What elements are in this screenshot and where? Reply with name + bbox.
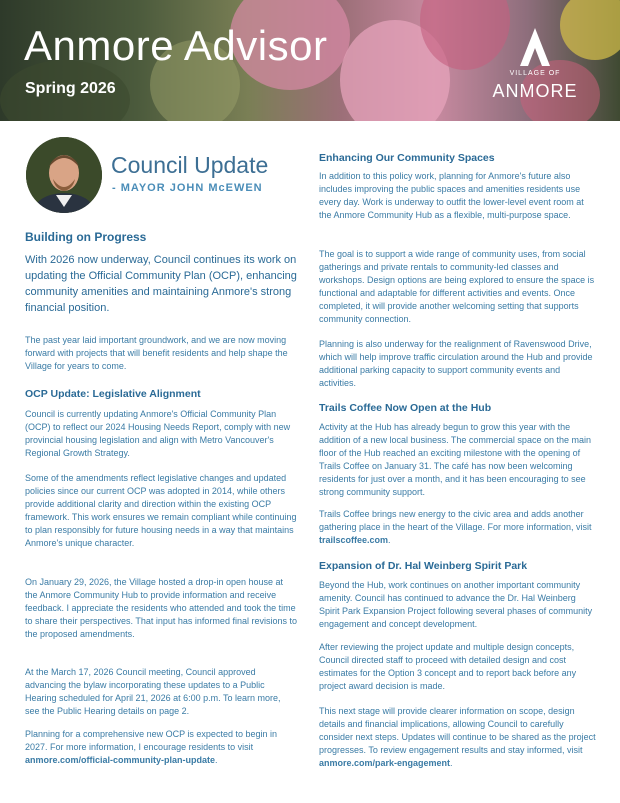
village-logo (490, 26, 580, 106)
logo-small-text: VILLAGE OF (509, 70, 561, 77)
newsletter-title: Anmore Advisor (24, 22, 328, 69)
section-title-council-update: Council Update (111, 152, 269, 178)
paragraph: The past year laid important groundwork, and we are now moving forward with projects that will benefit residents and help shape the Village for years to come. (25, 335, 288, 371)
mayor-avatar (26, 137, 102, 213)
heading-ocp-update: OCP Update: Legislative Alignment (25, 388, 201, 400)
paragraph: Some of the amendments reflect legislative changes and updated policies since our current OCP was adopted in 2014, while others provide additional clarity and direction within the existing OCP framework. This work ensures we remain compliant while continuing to plan responsibly for future housing needs in a way that maintains Anmore's unique character. (25, 473, 297, 548)
paragraph: In addition to this policy work, planning for Anmore's future also includes improving the public spaces and amenities residents use every day. Work is underway to outfit the lower-level event room at the Anmore Community Hub as a flexible, multi-purpose space. (319, 171, 584, 220)
paragraph: After reviewing the project update and multiple design concepts, Council directed staff to proceed with detailed design and cost estimates for the Option 3 concept and to report back before any project award decision is made. (319, 642, 577, 691)
paragraph: Beyond the Hub, work continues on another important community amenity. Council has continued to advance the Dr. Hal Weinberg Spirit Park Expansion Project following several phases of community engagement and concept development. (319, 580, 593, 629)
paragraph: Council is currently updating Anmore's Official Community Plan (OCP) to reflect our 2024 Housing Needs Report, comply with new provincial housing legislation and align with Metro Vancouver's Regional Growth Strategy. (25, 409, 291, 458)
lead-paragraph: With 2026 now underway, Council continues its work on updating the Official Community Plan (OCP), enhancing community amenities and maintaining Anmore's strong financial position. (25, 254, 297, 314)
heading-community-spaces: Enhancing Our Community Spaces (319, 152, 495, 164)
header-banner (0, 0, 620, 121)
logo-big-text: ANMORE (492, 81, 578, 101)
paragraph: At the March 17, 2026 Council meeting, Council approved advancing the bylaw incorporating these updates to a Public Hearing scheduled for April 21, 2026 at 6:00 p.m. To learn more, see the Public Hearing details on page 2. (25, 667, 281, 716)
paragraph: Activity at the Hub has already begun to grow this year with the addition of a new local business. The commercial space on the main floor of the Hub reached an exciting milestone with the opening of Trails Coffee on January 31. The café has now been welcoming residents for just over a month, and it has been encouraging to see strong community support. (319, 422, 591, 497)
heading-trails-coffee: Trails Coffee Now Open at the Hub (319, 402, 492, 414)
paragraph: The goal is to support a wide range of community uses, from social gatherings and private rentals to community-led classes and workshops. Design options are being explored to ensure the space is functional and adaptable for different activities and events. Once completed, it will provide another welcoming setting that supports community connection. (319, 249, 595, 324)
paragraph: Planning for a comprehensive new OCP is expected to begin in 2027. For more information, I encourage residents to visit anmore.com/official-community-plan-update. (25, 729, 277, 765)
heading-building-on-progress: Building on Progress (25, 230, 147, 244)
mayor-byline: - MAYOR JOHN McEWEN (112, 182, 263, 194)
link-ocp-update[interactable]: anmore.com/official-community-plan-update (25, 755, 216, 765)
issue-label: Spring 2026 (25, 80, 116, 97)
paragraph: Planning is also underway for the realignment of Ravenswood Drive, which will help improve traffic circulation around the Hub and provide additional parking capacity to support community events and activities. (319, 339, 593, 388)
mountain-icon (490, 26, 580, 70)
paragraph: Trails Coffee brings new energy to the civic area and adds another gathering place in the heart of the Village. For more information, visit trailscoffee.com. (319, 509, 592, 545)
link-park-engagement[interactable]: anmore.com/park-engagement (319, 758, 451, 768)
paragraph: This next stage will provide clearer information on scope, design details and financial implications, allowing Council to carefully consider next steps. Updates will continue to be shared as the project progresses. To review engagement results and stay informed, visit anmore.com/park-engagement. (319, 706, 596, 768)
paragraph: On January 29, 2026, the Village hosted a drop-in open house at the Anmore Community Hub to provide information and receive feedback. I appreciate the residents who attended and took the time to share their perspectives. That input has informed final revisions to the proposed amendments. (25, 577, 297, 639)
link-trails-coffee[interactable]: trailscoffee.com (319, 535, 389, 545)
heading-spirit-park: Expansion of Dr. Hal Weinberg Spirit Park (319, 560, 528, 572)
